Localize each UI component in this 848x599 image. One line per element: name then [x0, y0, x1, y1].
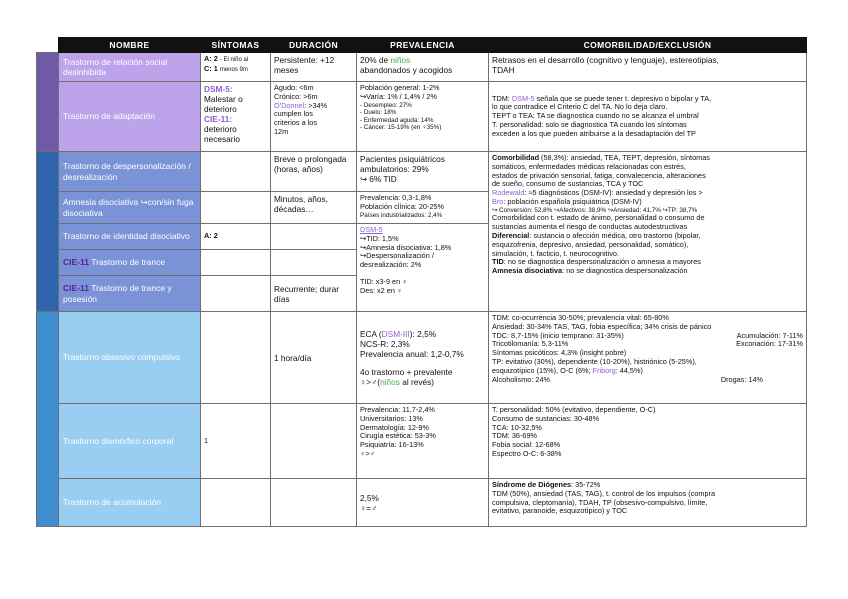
disorder-name: Trastorno dismórfico corporal	[59, 404, 201, 479]
symptoms-cell	[201, 152, 271, 192]
comorbidity-cell: Retrasos en el desarrollo (cognitivo y lenguaje), estereotipias, TDAH	[489, 53, 807, 82]
disorder-name: Trastorno de identidad disociativo	[59, 224, 201, 250]
comorbidity-cell-dissociative: Comorbilidad (58,3%): ansiedad, TEA, TEPT, depresión, síntomas somáticos, enfermedades médicas relacionadas con estrés, estados de privación sensorial, fatiga, convalecencia, alteraciones de sueño, consumo de sustancias, TCA y TOC Rodewald: ≈5 diagnósticos (DSM-IV): ansiedad y depresión los > Bro: población española psiquiátrica (DSM-IV) ↪ Conversión: 52,8% ↪Afectivos: 38,9% ↪Ansiedad: 41,7% ↪TP: 38,7% Comorbilidad con t. estado de ánimo, personalidad o consumo de sustancias aumenta el riesgo de conductas autodestructivas Diferencial: sustancia o afección médica, otro trastorno (bipolar, esquizofrenia, depresivo, ansiedad, personalidad, somático), simulación, t. facticio, t. neurocognitivo. TID: no se diagnostica despersonalización o amnesia a mayores Amnesia disociativa: no se diagnostica despersonalización	[489, 152, 807, 312]
symptoms-cell	[201, 276, 271, 312]
duration-cell: Minutos, años, décadas…	[271, 192, 357, 224]
disorder-table	[36, 37, 807, 527]
prevalence-cell: ECA (DSM-III): 2,5% NCS-R: 2,3% Prevalencia anual: 1,2-0,7% 4o trastorno + prevalente ♀>♂(niños al revés)	[357, 312, 489, 404]
prevalence-cell: Pacientes psiquiátricos ambulatorios: 29% ↪ 6% TID	[357, 152, 489, 192]
group-label-ocd	[37, 312, 59, 527]
disorder-name: Trastorno obsesivo compulsivo	[59, 312, 201, 404]
symptoms-cell: 1	[201, 404, 271, 479]
table-row	[37, 82, 807, 152]
comorbidity-cell: TDM: DSM-5 señala que se puede tener t. depresivo o bipolar y TA, lo que contradice el Criterio C del TA. No lo deja claro. TEPT o TEA: TA se diagnostica cuando no se alcanza el umbral T. personalidad: solo se diagnostica TA cuando los síntomas exceden a los que pueden atribuirse a la desadaptación del TP	[489, 82, 807, 152]
group-label-trauma	[37, 53, 59, 152]
disorder-name: Amnesia disociativa ↪con/sin fuga disociativa	[59, 192, 201, 224]
disorder-name: Trastorno de adaptación	[59, 82, 201, 152]
prevalence-cell: Población general: 1-2% ↪Varía: 1% / 1,4% / 2% - Desempleo: 27% - Duelo: 18% - Enfermedad aguda: 14% - Cáncer: 15-19% (en ♀35%)	[357, 82, 489, 152]
prevalence-cell-dissociative: DSM-5 ↪TID: 1,5% ↪Amnesia disociativa: 1,8% ↪Despersonalización / desrealización: 2% TID: x3-9 en ♀ Des: x2 en ♀	[357, 224, 489, 312]
prevalence-cell: 20% de niños abandonados y acogidos	[357, 53, 489, 82]
duration-cell	[271, 479, 357, 527]
symptoms-cell	[201, 479, 271, 527]
duration-cell: 1 hora/día	[271, 312, 357, 404]
duration-cell	[271, 250, 357, 276]
header-sintomas: SÍNTOMAS	[201, 38, 271, 53]
header-nombre: NOMBRE	[59, 38, 201, 53]
symptom-note: menos 9m	[219, 66, 248, 73]
comorbidity-cell: Síndrome de Diógenes: 35-72% TDM (50%), ansiedad (TAS, TAG), t. control de los impulsos (compra compulsiva, cleptomanía), TDAH, TP (obsesivo-compulsivo, límite, evitativo, paranoide, esquizotípico) y TOC	[489, 479, 807, 527]
group-label-dissociative	[37, 152, 59, 312]
duration-cell: Agudo: <6m Crónico: >6m O'Donnel: >34% cumplen los criterios a los 12m	[271, 82, 357, 152]
table-row	[37, 53, 807, 82]
table-row	[37, 152, 807, 192]
disorder-name: Trastorno de despersonalización / desrealización	[59, 152, 201, 192]
prevalence-cell: Prevalencia: 0,3-1,8% Población clínica: 20-25% Países industrializados: 2,4%	[357, 192, 489, 224]
duration-cell	[271, 224, 357, 250]
symptoms-cell: A: 2	[201, 224, 271, 250]
header-row	[37, 38, 807, 53]
prevalence-cell: Prevalencia: 11,7-2,4% Universitarios: 13% Dermatología: 12-9% Cirugía estética: 53-3% Psiquiatría: 16-13% ♀>♂	[357, 404, 489, 479]
symptoms-cell	[201, 312, 271, 404]
table-row	[37, 312, 807, 404]
prevalence-cell: 2,5% ♀=♂	[357, 479, 489, 527]
header-blank	[37, 38, 59, 53]
symptom-note: - El niño al	[219, 57, 249, 63]
header-duracion: DURACIÓN	[271, 38, 357, 53]
comorbidity-cell: T. personalidad: 50% (evitativo, dependiente, O-C) Consumo de sustancias: 30-48% TCA: 10-32,5% TDM: 36-69% Fobia social: 12-68% Espectro O-C: 6-38%	[489, 404, 807, 479]
header-prevalencia: PREVALENCIA	[357, 38, 489, 53]
symptoms-cell	[201, 250, 271, 276]
duration-cell	[271, 404, 357, 479]
symptom-c: C: 1	[204, 63, 218, 73]
symptoms-cell: DSM-5: Malestar o deterioro CIE-11: deterioro necesario	[201, 82, 271, 152]
symptoms-cell	[201, 192, 271, 224]
disorder-table-sheet	[36, 37, 806, 527]
comorbidity-cell: TDM: co-ocurrencia 30-50%; prevalencia vital: 65-80% Ansiedad: 30-34% TAS, TAG, fobia específica; 34% crisis de pánico TDC: 8,7-15% (inicio temprano: 31-35%) Acumulación: 7-11% Tricotilomanía: 5,3-11% Excoriación: 17-31% Síntomas psicóticos: 4,3% (insight pobre) TP: evitativo (30%), dependiente (10-20%), histriónico (5-25%), esquizotípico (15%), O-C (6%; Friborg: 44,5%) Alcoholismo: 24% Drogas: 14%	[489, 312, 807, 404]
disorder-name: CIE-11 Trastorno de trance	[59, 250, 201, 276]
header-comorbilidad: COMORBILIDAD/EXCLUSIÓN	[489, 38, 807, 53]
table-row	[37, 479, 807, 527]
disorder-name: CIE-11 Trastorno de trance y posesión	[59, 276, 201, 312]
disorder-name: Trastorno de acumulación	[59, 479, 201, 527]
duration-cell: Recurrente; durar días	[271, 276, 357, 312]
duration-cell: Breve o prolongada (horas, años)	[271, 152, 357, 192]
duration-cell: Persistente: +12 meses	[271, 53, 357, 82]
symptom-a: A: 2	[204, 54, 218, 63]
symptoms-cell	[201, 53, 271, 82]
table-row	[37, 404, 807, 479]
disorder-name: Trastorno de relación social desinhibida	[59, 53, 201, 82]
